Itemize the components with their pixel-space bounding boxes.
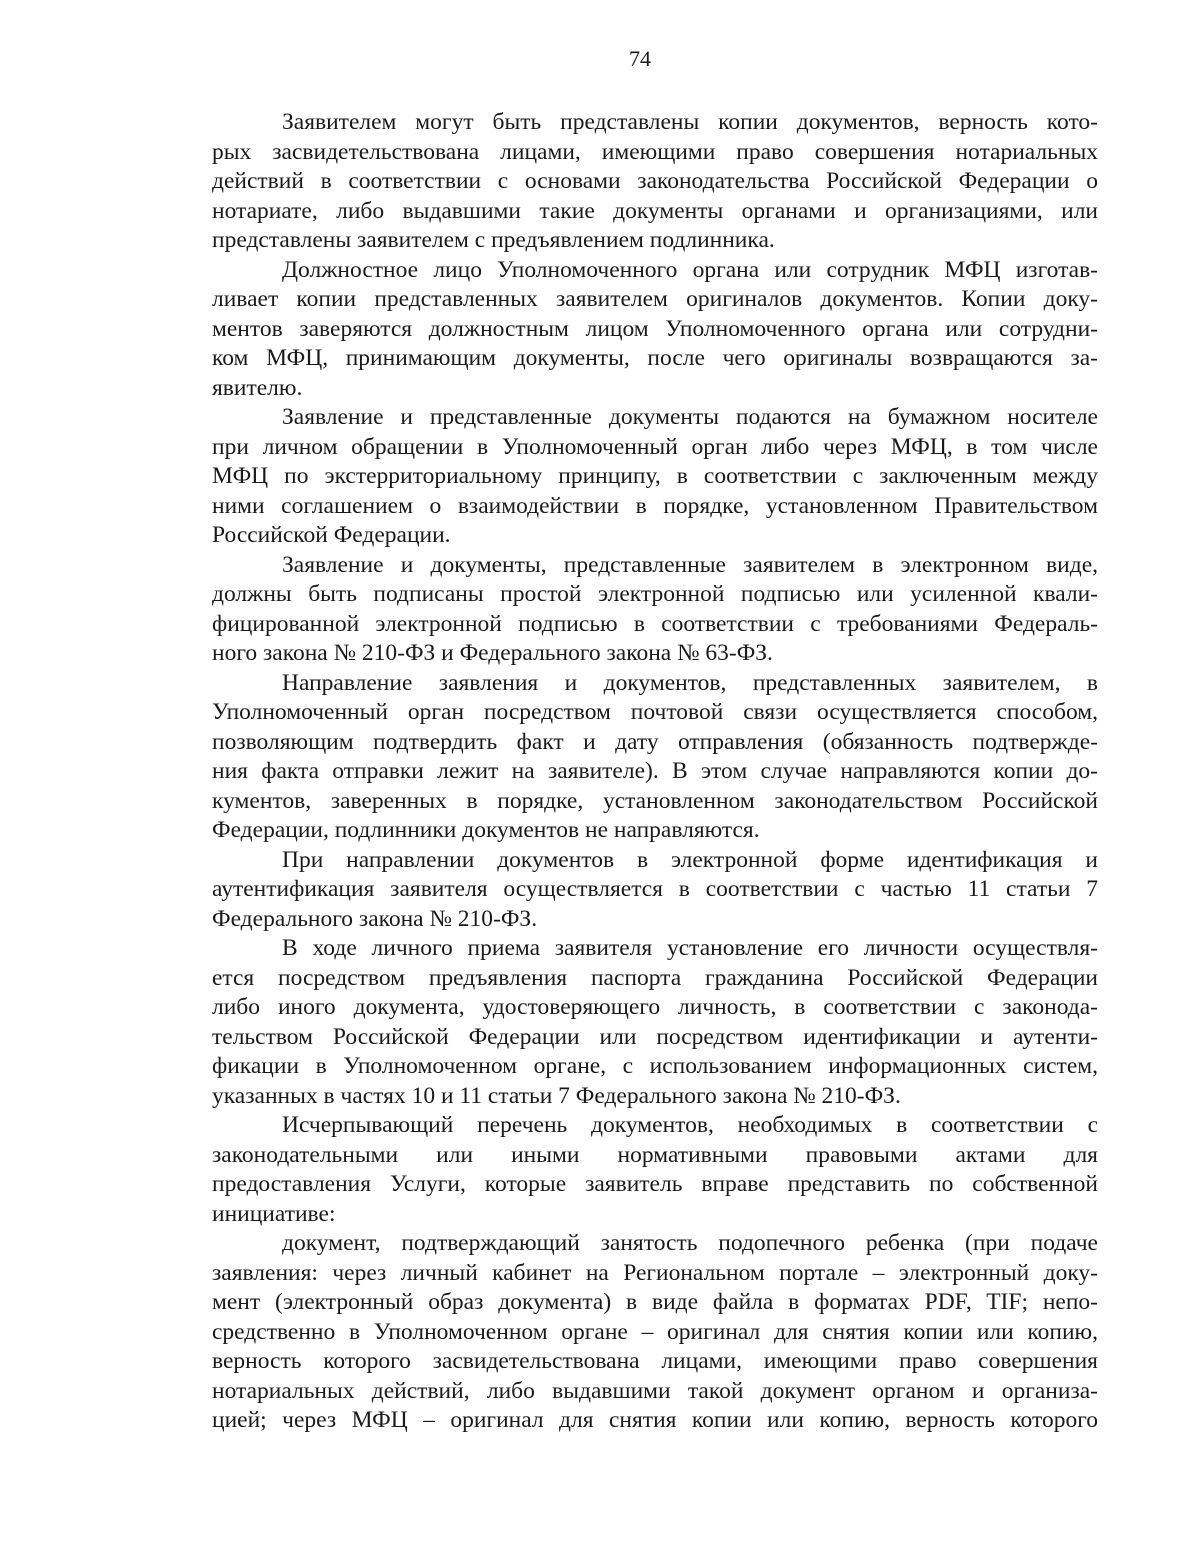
text-line: представлены заявителем с предъявлением подлинника. (212, 227, 775, 253)
text-line: нотариальных действий, либо выдавшими такой документ органом и организа- (212, 1377, 1098, 1404)
text-line: указанных в частях 10 и 11 статьи 7 Федерального закона № 210-ФЗ. (212, 1082, 901, 1109)
text-line: действий в соответствии с основами законодательства Российской Федерации о (212, 168, 1098, 194)
text-line: позволяющим подтвердить факт и дату отправления (обязанность подтвержде- (212, 728, 1098, 755)
text-line: нотариате, либо выдавшими такие документы органами и организациями, или (212, 197, 1098, 224)
text-line: Уполномоченный орган посредством почтовой связи осуществляется способом, (212, 699, 1098, 725)
text-line: Российской Федерации. (212, 522, 451, 548)
text-line: Заявление и документы, представленные заявителем в электронном виде, (282, 551, 1098, 578)
text-line: фикации в Уполномоченном органе, с использованием информационных систем, (212, 1053, 1098, 1079)
text-line: либо иного документа, удостоверяющего личность, в соответствии с законода- (212, 994, 1098, 1020)
text-line: ливает копии представленных заявителем оригиналов документов. Копии доку- (212, 286, 1098, 312)
text-line: Заявителем могут быть представлены копии документов, верность кото- (282, 109, 1098, 135)
text-line: при личном обращении в Уполномоченный орган либо через МФЦ, в том числе (212, 433, 1098, 460)
text-line: ментов заверяются должностным лицом Уполномоченного органа или сотрудни- (212, 315, 1098, 342)
text-line: В ходе личного приема заявителя установление его личности осуществля- (282, 935, 1098, 961)
text-line: МФЦ по экстерриториальному принципу, в соответствии с заключенным между (212, 463, 1098, 489)
text-line: ком МФЦ, принимающим документы, после чего оригиналы возвращаются за- (212, 345, 1098, 371)
text-line: предоставления Услуги, которые заявитель вправе представить по собственной (212, 1171, 1098, 1197)
text-line: ния факта отправки лежит на заявителе). В этом случае направляются копии до- (212, 758, 1098, 784)
paragraph (212, 846, 1098, 935)
text-line: ется посредством предъявления паспорта гражданина Российской Федерации (212, 964, 1098, 991)
text-line: заявления: через личный кабинет на Региональном портале – электронный доку- (212, 1259, 1098, 1286)
paragraph (212, 108, 1098, 256)
text-line: фицированной электронной подписью в соответствии с требованиями Федераль- (212, 610, 1098, 637)
text-line: Федерации, подлинники документов не направляются. (212, 817, 760, 843)
text-line: рых засвидетельствована лицами, имеющими право совершения нотариальных (212, 138, 1098, 165)
text-line: Заявление и представленные документы подаются на бумажном носителе (282, 404, 1098, 430)
text-line: мент (электронный образ документа) в виде файла в форматах PDF, TIF; непо- (212, 1289, 1098, 1315)
paragraph (212, 256, 1098, 404)
paragraph (212, 934, 1098, 1111)
text-line: должны быть подписаны простой электронной подписью или усиленной квали- (212, 581, 1098, 607)
text-line: явителю. (212, 374, 303, 401)
text-line: верность которого засвидетельствована лицами, имеющими право совершения (212, 1348, 1098, 1374)
text-line: аутентификация заявителя осуществляется в соответствии с частью 11 статьи 7 (212, 876, 1098, 902)
text-line: инициативе: (212, 1200, 336, 1227)
document-body (212, 108, 1098, 1436)
paragraph (212, 1229, 1098, 1436)
paragraph (212, 403, 1098, 551)
text-line: Направление заявления и документов, представленных заявителем, в (282, 669, 1098, 696)
text-line: Должностное лицо Уполномоченного органа или сотрудник МФЦ изготав- (282, 256, 1098, 283)
page-number: 74 (629, 46, 651, 71)
text-line: кументов, заверенных в порядке, установленном законодательством Российской (212, 787, 1098, 814)
paragraph (212, 551, 1098, 669)
text-line: Федерального закона № 210-ФЗ. (212, 905, 538, 932)
text-line: Исчерпывающий перечень документов, необходимых в соответствии с (282, 1112, 1098, 1138)
text-line: При направлении документов в электронной форме идентификация и (282, 846, 1098, 873)
paragraph (212, 669, 1098, 846)
text-line: документ, подтверждающий занятость подопечного ребенка (при подаче (282, 1230, 1098, 1256)
text-line: ного закона № 210-ФЗ и Федерального закона № 63-ФЗ. (212, 640, 773, 666)
paragraph (212, 1111, 1098, 1229)
text-line: законодательными или иными нормативными правовыми актами для (212, 1141, 1098, 1168)
text-line: ними соглашением о взаимодействии в порядке, установленном Правительством (212, 492, 1098, 519)
text-line: тельством Российской Федерации или посредством идентификации и аутенти- (212, 1023, 1098, 1050)
text-line: средственно в Уполномоченном органе – оригинал для снятия копии или копию, (212, 1318, 1098, 1345)
text-line: цией; через МФЦ – оригинал для снятия копии или копию, верность которого (212, 1407, 1098, 1433)
